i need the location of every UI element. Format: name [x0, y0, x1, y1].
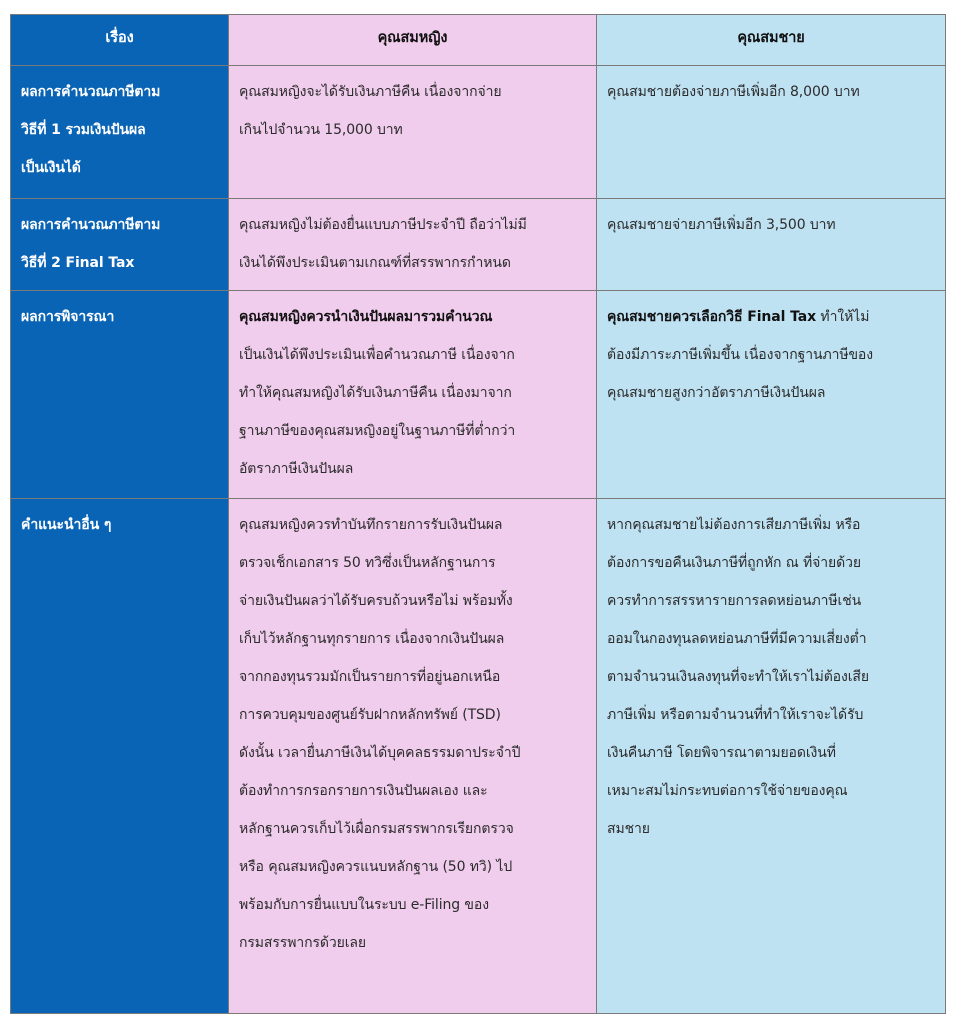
cell-line: ต้องทำการกรอกรายการเงินปันผลเอง และ [239, 783, 488, 799]
cell-line: เก็บไว้หลักฐานทุกรายการ เนื่องจากเงินปันผล [239, 631, 505, 647]
topic-cell [11, 199, 229, 291]
cell-line: เหมาะสมไม่กระทบต่อการใช้จ่ายของคุณ [607, 783, 848, 799]
cell-line: กรมสรรพากรด้วยเลย [239, 935, 367, 951]
table-row [11, 499, 946, 1014]
cell-line: ออมในกองทุนลดหย่อนภาษีที่มีความเสี่ยงต่ำ [607, 631, 867, 647]
comparison-table [10, 14, 946, 1014]
cell-line [239, 298, 586, 336]
male-lead: คุณสมชายควรเลือกวิธี Final Tax [607, 309, 817, 325]
cell-line: เงินคืนภาษี โดยพิจารณาตามยอดเงินที่ [607, 745, 836, 761]
female-cell [229, 199, 597, 291]
cell-line: ต้องมีภาระภาษีเพิ่มขึ้น เนื่องจากฐานภาษีของ [607, 347, 873, 363]
male-lead-rest: ทำให้ไม่ [816, 309, 870, 325]
header-female: คุณสมหญิง [229, 15, 597, 66]
cell-line: คุณสมชายสูงกว่าอัตราภาษีเงินปันผล [607, 385, 826, 401]
cell-line: ตามจำนวนเงินลงทุนที่จะทำให้เราไม่ต้องเสีย [607, 669, 869, 685]
topic-cell [11, 499, 229, 1014]
topic-cell [11, 66, 229, 199]
female-cell [229, 66, 597, 199]
cell-line: การควบคุมของศูนย์รับฝากหลักทรัพย์ (TSD) [239, 707, 501, 723]
cell-line: คุณสมหญิงควรทำบันทึกรายการรับเงินปันผล [239, 517, 503, 533]
cell-line: วิธีที่ 1 รวมเงินปันผล [21, 122, 146, 138]
cell-line: ฐานภาษีของคุณสมหญิงอยู่ในฐานภาษีที่ต่ำกว่า [239, 423, 516, 439]
cell-line: เกินไปจำนวน 15,000 บาท [239, 122, 403, 138]
male-cell [597, 499, 946, 1014]
cell-line: เป็นเงินได้ [21, 160, 81, 176]
cell-line: ต้องการขอคืนเงินภาษีที่ถูกหัก ณ ที่จ่ายด้วย [607, 555, 861, 571]
cell-line: อัตราภาษีเงินปันผล [239, 461, 354, 477]
cell-line: คุณสมชายต้องจ่ายภาษีเพิ่มอีก 8,000 บาท [607, 84, 860, 100]
cell-line: ทำให้คุณสมหญิงได้รับเงินภาษีคืน เนื่องมาจาก [239, 385, 512, 401]
cell-line: ผลการคำนวณภาษีตาม [21, 217, 161, 233]
cell-line: คุณสมหญิงไม่ต้องยื่นแบบภาษีประจำปี ถือว่าไม่มี [239, 217, 527, 233]
cell-line: คุณสมชายจ่ายภาษีเพิ่มอีก 3,500 บาท [607, 217, 836, 233]
male-cell [597, 199, 946, 291]
female-lead: คุณสมหญิงควรนำเงินปันผลมารวมคำนวณ [239, 309, 493, 325]
table-row [11, 66, 946, 199]
cell-line: หรือ คุณสมหญิงควรแนบหลักฐาน (50 ทวิ) ไป [239, 859, 513, 875]
table-row [11, 291, 946, 499]
cell-line: ผลการคำนวณภาษีตาม [21, 84, 161, 100]
cell-line: ตรวจเช็กเอกสาร 50 ทวิซึ่งเป็นหลักฐานการ [239, 555, 496, 571]
cell-line: หลักฐานควรเก็บไว้เผื่อกรมสรรพากรเรียกตรวจ [239, 821, 514, 837]
cell-line: เป็นเงินได้พึงประเมินเพื่อคำนวณภาษี เนื่องจาก [239, 347, 515, 363]
cell-line: วิธีที่ 2 Final Tax [21, 255, 135, 271]
cell-line: จ่ายเงินปันผลว่าได้รับครบถ้วนหรือไม่ พร้อมทั้ง [239, 593, 513, 609]
male-cell [597, 66, 946, 199]
cell-line: คุณสมหญิงจะได้รับเงินภาษีคืน เนื่องจากจ่าย [239, 84, 502, 100]
header-topic: เรื่อง [11, 15, 229, 66]
header-male: คุณสมชาย [597, 15, 946, 66]
cell-line: หากคุณสมชายไม่ต้องการเสียภาษีเพิ่ม หรือ [607, 517, 861, 533]
female-cell [229, 499, 597, 1014]
cell-line: จากกองทุนรวมมักเป็นรายการที่อยู่นอกเหนือ [239, 669, 501, 685]
table-row [11, 199, 946, 291]
cell-line: เงินได้พึงประเมินตามเกณฑ์ที่สรรพากรกำหนด [239, 255, 511, 271]
cell-line: ผลการพิจารณา [21, 309, 115, 325]
female-cell [229, 291, 597, 499]
cell-line: ภาษีเพิ่ม หรือตามจำนวนที่ทำให้เราจะได้รับ [607, 707, 864, 723]
male-cell [597, 291, 946, 499]
cell-line: พร้อมกับการยื่นแบบในระบบ e-Filing ของ [239, 897, 489, 913]
cell-line: คำแนะนำอื่น ๆ [21, 517, 112, 533]
cell-line: สมชาย [607, 821, 650, 837]
header-row [11, 15, 946, 66]
cell-line: ควรทำการสรรหารายการลดหย่อนภาษีเช่น [607, 593, 862, 609]
cell-line [607, 298, 935, 336]
cell-line: ดังนั้น เวลายื่นภาษีเงินได้บุคคลธรรมดาประจำปี [239, 745, 521, 761]
topic-cell [11, 291, 229, 499]
